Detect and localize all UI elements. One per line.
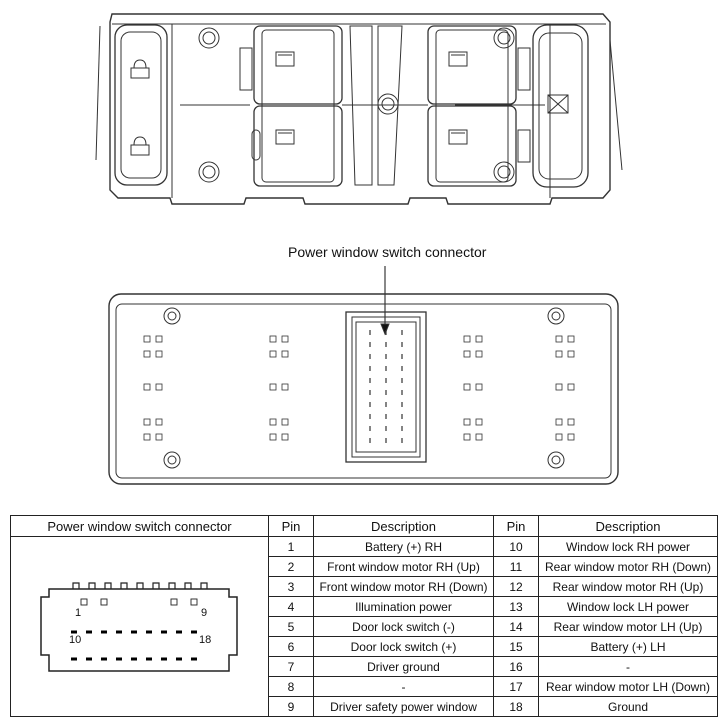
pin-cell: 5: [269, 617, 314, 637]
description-cell: Door lock switch (-): [314, 617, 494, 637]
pin-cell: 7: [269, 657, 314, 677]
header-connector: Power window switch connector: [11, 516, 269, 537]
table-row: [11, 537, 718, 557]
connector-pinout-cell: [11, 537, 269, 717]
description-cell: Window lock LH power: [539, 597, 718, 617]
pin-label-18: 18: [199, 634, 212, 646]
pin-table: [10, 515, 718, 717]
description-cell: Ground: [539, 697, 718, 717]
pin-cell: 4: [269, 597, 314, 617]
pin-cell: 14: [494, 617, 539, 637]
connector-caption: Power window switch connector: [288, 244, 487, 260]
pin-cell: 15: [494, 637, 539, 657]
description-cell: Front window motor RH (Down): [314, 577, 494, 597]
pin-cell: 17: [494, 677, 539, 697]
connector-pinout-diagram: [11, 537, 269, 715]
description-cell: Rear window motor LH (Up): [539, 617, 718, 637]
pin-label-9: 9: [201, 607, 208, 619]
description-cell: Illumination power: [314, 597, 494, 617]
switch-bottom-view: [0, 260, 727, 490]
description-cell: Driver ground: [314, 657, 494, 677]
pin-cell: 10: [494, 537, 539, 557]
pin-label-1: 1: [75, 607, 82, 619]
table-header-row: [11, 516, 718, 537]
description-cell: -: [539, 657, 718, 677]
pin-label-10: 10: [69, 634, 82, 646]
pin-cell: 11: [494, 557, 539, 577]
pin-cell: 18: [494, 697, 539, 717]
header-description-b: Description: [539, 516, 718, 537]
description-cell: Rear window motor RH (Up): [539, 577, 718, 597]
description-cell: Battery (+) LH: [539, 637, 718, 657]
pin-cell: 3: [269, 577, 314, 597]
description-cell: Rear window motor RH (Down): [539, 557, 718, 577]
switch-top-view: [0, 0, 727, 215]
description-cell: -: [314, 677, 494, 697]
pin-cell: 2: [269, 557, 314, 577]
pin-cell: 9: [269, 697, 314, 717]
header-pin-a: Pin: [269, 516, 314, 537]
pin-cell: 1: [269, 537, 314, 557]
description-cell: Front window motor RH (Up): [314, 557, 494, 577]
description-cell: Driver safety power window: [314, 697, 494, 717]
pin-cell: 6: [269, 637, 314, 657]
pin-cell: 8: [269, 677, 314, 697]
description-cell: Rear window motor LH (Down): [539, 677, 718, 697]
pin-cell: 12: [494, 577, 539, 597]
description-cell: Window lock RH power: [539, 537, 718, 557]
description-cell: Door lock switch (+): [314, 637, 494, 657]
description-cell: Battery (+) RH: [314, 537, 494, 557]
pin-cell: 13: [494, 597, 539, 617]
header-pin-b: Pin: [494, 516, 539, 537]
pin-cell: 16: [494, 657, 539, 677]
header-description-a: Description: [314, 516, 494, 537]
